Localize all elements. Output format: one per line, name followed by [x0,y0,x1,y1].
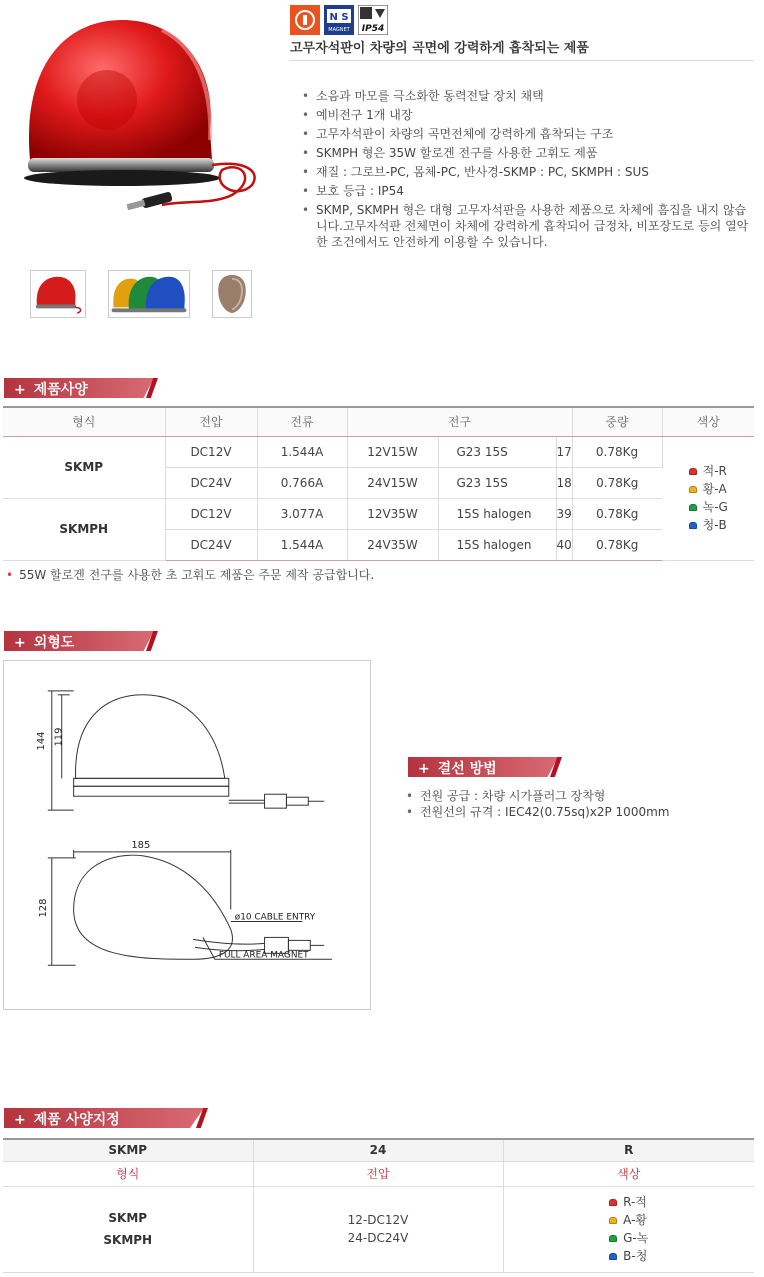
voltage-cell: DC12V [165,436,257,467]
dimension-drawing [3,660,371,1010]
model-cell: SKMP [3,436,165,498]
plus-icon: + [14,1112,26,1128]
color-cell [662,436,754,560]
lamp-icon [609,1235,617,1242]
section-title: 제품사양 [33,382,88,398]
model-options [3,1186,253,1272]
magnet-icon [324,5,354,35]
col-header: 색상 [503,1161,754,1186]
model-option: SKMP [108,1211,148,1225]
bulb-cell: 24V35W [347,529,438,560]
color-label: B-청 [623,1249,648,1263]
weight-cell: 0.78Kg [572,498,662,529]
color-item [609,1229,648,1247]
current-cell: 3.077A [257,498,347,529]
cable-label: ø10 CABLE ENTRY [234,912,316,923]
color-label: 적-R [702,464,727,478]
voltage-cell: DC24V [165,467,257,498]
col-header: 전구 [347,407,572,436]
color-list [689,462,728,534]
bulb-cell: 24V15W [347,467,438,498]
code-voltage: 24 [253,1139,503,1161]
col-header: 전압 [253,1161,503,1186]
table-row [3,498,754,529]
feature-list [302,88,754,253]
order-header-row [3,1161,754,1186]
order-code-row [3,1139,754,1161]
magnet-label: FULL AREA MAGNET [218,950,309,961]
svg-text:MAGNET: MAGNET [328,27,350,33]
bulb-cell: 12V35W [347,498,438,529]
col-header: 중량 [572,407,662,436]
wiring-item: • 전원 공급 : 차량 시가플러그 장착형 [406,788,669,804]
base-cell: 15S halogen [438,498,556,529]
col-header: 형식 [3,1161,253,1186]
table-row [3,436,754,467]
color-label: R-적 [623,1195,647,1209]
color-item [609,1211,648,1229]
plus-icon: + [14,382,26,398]
voltage-cell: DC12V [165,498,257,529]
color-label: 황-A [702,482,727,496]
custom-order-note: • 55W 할로겐 전구를 사용한 초 고휘도 제품은 주문 제작 공급합니다. [6,566,374,583]
model-cell: SKMPH [3,498,165,560]
feature-item: • SKMPH 형은 35W 할로겐 전구를 사용한 고휘도 제품 [302,145,754,161]
lamp-icon [609,1253,617,1260]
feature-item: • 보호 등급 : IP54 [302,183,754,199]
section-title: 제품 사양지정 [33,1112,120,1128]
plus-icon: + [14,635,26,651]
spec-header-row [3,407,754,436]
plus-icon: + [418,761,430,777]
voltage-cell: DC24V [165,529,257,560]
thumbnail-magnet[interactable] [212,270,252,318]
color-label: A-황 [623,1213,647,1227]
dim-height-total: 144 [35,731,47,751]
lamp-icon [689,522,697,529]
order-body-row [3,1186,754,1272]
product-overview [0,0,764,330]
color-item [689,516,728,534]
code-cell: 17 [556,436,572,467]
weight-cell: 0.78Kg [572,467,662,498]
feature-item: • 예비전구 1개 내장 [302,107,754,123]
col-header: 색상 [662,407,754,436]
color-item [609,1247,648,1265]
code-cell: 39 [556,498,572,529]
spec-table [3,406,754,561]
lamp-icon [689,468,697,475]
voltage-option: 24-DC24V [347,1231,409,1245]
order-code-table [3,1138,754,1273]
color-item [609,1193,648,1211]
weight-cell: 0.78Kg [572,436,662,467]
lamp-icon [609,1199,617,1206]
feature-item: • 재질 : 그로브-PC, 몸체-PC, 반사경-SKMP : PC, SKMPH : SUS [302,164,754,180]
code-cell: 18 [556,467,572,498]
current-cell: 1.544A [257,529,347,560]
product-headline: 고무자석판이 차량의 곡면에 강력하게 흡착되는 제품 [290,37,754,61]
current-cell: 1.544A [257,436,347,467]
color-item [689,498,728,516]
wiring-item: • 전원선의 규격 : IEC42(0.75sq)x2P 1000mm [406,804,669,820]
color-options [503,1186,754,1272]
current-cell: 0.766A [257,467,347,498]
color-list [609,1193,648,1265]
col-header: 전류 [257,407,347,436]
thumbnail-red[interactable] [30,270,86,318]
color-label: 청-B [702,518,727,532]
voltage-option: 12-DC12V [347,1213,409,1227]
color-item [689,462,728,480]
model-option: SKMPH [103,1233,153,1247]
bulb-cell: 12V15W [347,436,438,467]
code-model: SKMP [3,1139,253,1161]
base-cell: G23 15S [438,467,556,498]
code-cell: 40 [556,529,572,560]
lamp-icon [689,504,697,511]
badge-ns-text: N S [329,12,349,23]
dim-depth: 128 [37,898,49,918]
col-header: 전압 [165,407,257,436]
lamp-icon [689,486,697,493]
ip54-text: IP54 [361,24,385,34]
section-title: 결선 방법 [437,761,497,777]
product-photo [12,10,274,220]
feature-item: • 고무자석판이 차량의 곡면전체에 강력하게 흡착되는 구조 [302,126,754,142]
wiring-list [406,788,669,820]
thumbnail-colors[interactable] [108,270,190,318]
code-color: R [503,1139,754,1161]
color-item [689,480,728,498]
col-header: 형식 [3,407,165,436]
ip54-icon [358,5,388,35]
color-label: G-녹 [623,1231,649,1245]
color-label: 녹-G [702,500,728,514]
section-title: 외형도 [33,635,75,651]
dim-height-dome: 119 [53,727,65,747]
base-cell: G23 15S [438,436,556,467]
dim-width: 185 [131,839,151,851]
lamp-icon [609,1217,617,1224]
feature-item: • 소음과 마모를 극소화한 동력전달 장치 채택 [302,88,754,104]
weight-cell: 0.78Kg [572,529,662,560]
feature-item: • SKMP, SKMPH 형은 대형 고무자석판을 사용한 제품으로 차체에 흠집을 내지 않습니다.고무자석판 전체면이 차체에 강력하게 흡착되어 급정차, 비포장도로 등의 열악한 조건에서도 안전하게 이용할 수 있습니다. [302,202,754,250]
safety-icon [290,5,320,35]
base-cell: 15S halogen [438,529,556,560]
voltage-options [253,1186,503,1272]
